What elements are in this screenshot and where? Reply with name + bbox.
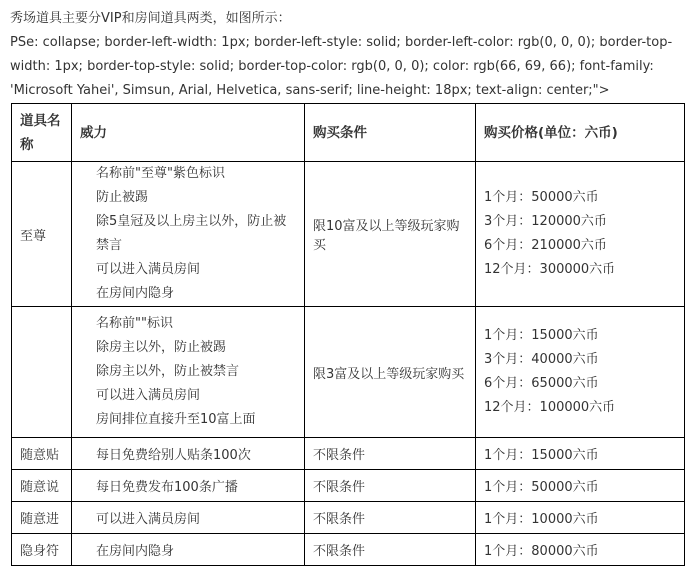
- intro-heading: 秀场道具主要分VIP和房间道具两类，如图所示：: [10, 11, 291, 26]
- power-cell: 每日免费给别人贴条100次: [72, 438, 305, 470]
- power-line: 除5皇冠及以上房主以外，防止被禁言: [96, 214, 287, 253]
- header-item-name: 道具名称: [12, 104, 72, 162]
- price-line: 3个月：120000六币: [484, 214, 607, 229]
- price-line: 12个月：100000六币: [484, 400, 616, 415]
- price-cell: [476, 162, 685, 307]
- item-name-cell: 随意说: [12, 470, 72, 502]
- table-row: [12, 438, 685, 470]
- price-cell: 1个月：15000六币: [476, 438, 685, 470]
- price-cell: 1个月：10000六币: [476, 502, 685, 534]
- power-line: 防止被踢: [96, 190, 149, 205]
- header-price: 购买价格(单位：六币): [476, 104, 685, 162]
- power-line: 除房主以外，防止被踢: [96, 340, 227, 355]
- condition-cell: 不限条件: [305, 470, 476, 502]
- condition-cell: 限3富及以上等级玩家购买: [305, 307, 476, 438]
- power-cell: 在房间内隐身: [72, 534, 305, 566]
- item-name-cell: 隐身符: [12, 534, 72, 566]
- price-line: 1个月：15000六币: [484, 328, 599, 343]
- table-row: [12, 502, 685, 534]
- price-cell: [476, 307, 685, 438]
- table-row: [12, 307, 685, 438]
- power-line: 在房间内隐身: [96, 286, 175, 301]
- price-line: 3个月：40000六币: [484, 352, 599, 367]
- intro-css-fragment: PSe: collapse; border-left-width: 1px; border-left-style: solid; border-left-color: rgb(0, 0, 0); border-top-width: 1px; border-top-style: solid; border-top-color: rgb(0, 0, 0); color: rgb(66, 69, 66); font-family: 'Microsoft Yahei', Simsun, Arial, Helvetica, sans-serif; line-height: 18px; text-align: center;">: [10, 35, 673, 98]
- intro-text: [10, 7, 680, 103]
- price-line: 6个月：210000六币: [484, 238, 607, 253]
- table-row: [12, 534, 685, 566]
- power-line: 可以进入满员房间: [96, 262, 201, 277]
- price-line: 12个月：300000六币: [484, 262, 616, 277]
- condition-cell: 不限条件: [305, 502, 476, 534]
- power-line: 名称前""标识: [96, 316, 173, 331]
- table-row: [12, 162, 685, 307]
- table-row: [12, 470, 685, 502]
- power-line: 可以进入满员房间: [96, 388, 201, 403]
- power-line: 房间排位直接升至10富上面: [96, 412, 256, 427]
- item-name-cell: [12, 307, 72, 438]
- power-line: 除房主以外，防止被禁言: [96, 364, 240, 379]
- condition-cell: 限10富及以上等级玩家购买: [305, 162, 476, 307]
- condition-cell: 不限条件: [305, 438, 476, 470]
- power-cell: 可以进入满员房间: [72, 502, 305, 534]
- power-cell: 每日免费发布100条广播: [72, 470, 305, 502]
- props-table: [11, 103, 685, 566]
- price-line: 1个月：50000六币: [484, 190, 599, 205]
- price-line: 6个月：65000六币: [484, 376, 599, 391]
- power-cell: [72, 307, 305, 438]
- header-power: 威力: [72, 104, 305, 162]
- item-name-cell: 至尊: [12, 162, 72, 307]
- power-line: 名称前"至尊"紫色标识: [96, 166, 225, 181]
- item-name-cell: 随意进: [12, 502, 72, 534]
- power-cell: [72, 162, 305, 307]
- header-condition: 购买条件: [305, 104, 476, 162]
- item-name-cell: 随意贴: [12, 438, 72, 470]
- table-header-row: [12, 104, 685, 162]
- price-cell: 1个月：80000六币: [476, 534, 685, 566]
- price-cell: 1个月：50000六币: [476, 470, 685, 502]
- condition-cell: 不限条件: [305, 534, 476, 566]
